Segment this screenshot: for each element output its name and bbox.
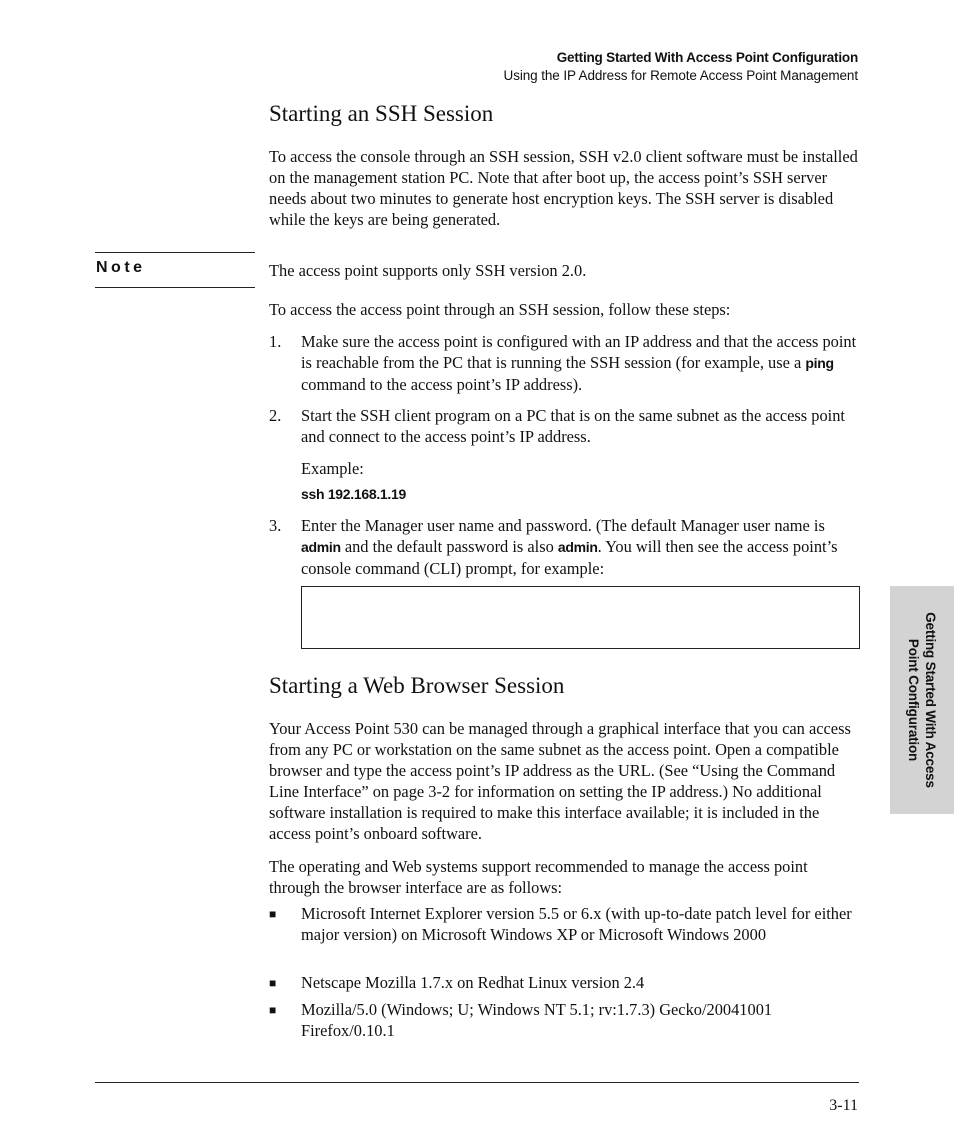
note-text: The access point supports only SSH version 2.0. [269,261,587,280]
step-3-number: 3. [269,516,282,535]
default-password: admin [557,539,598,555]
web-heading: Starting a Web Browser Session [269,673,565,698]
step-3-text: Enter the Manager user name and password. (The default Manager user name is admin and the default password is also admin. You will then see the access point’s console command (CLI) prompt, for example: [301,516,838,578]
ssh-example-command: ssh 192.168.1.19 [301,486,406,502]
ssh-intro-paragraph: To access the console through an SSH session, SSH v2.0 client software must be installed on the management station PC. Note that after boot up, the access point’s SSH server needs about two minutes to generate host encryption keys. The SSH server is disabled while the keys are being generated. [269,147,858,229]
note-bottom-rule [95,287,255,288]
step-2-example-command [269,484,861,505]
step-2-number: 2. [269,406,282,425]
page-number: 3-11 [829,1097,858,1114]
step-2-text: Start the SSH client program on a PC that is on the same subnet as the access point and connect to the access point’s IP address. [301,406,845,446]
list-item [269,999,861,1041]
step-2 [269,405,861,447]
list-item-text: Microsoft Internet Explorer version 5.5 or 6.x (with up-to-date patch level for either major version) on Microsoft Windows XP or Microsoft Windows 2000 [301,904,852,944]
steps-intro: To access the access point through an SSH session, follow these steps: [269,300,731,319]
side-tab-text: Getting Started With Access Point Configuration [906,612,938,788]
running-header-section: Using the IP Address for Remote Access Point Management [503,68,858,83]
web-intro-paragraph: Your Access Point 530 can be managed through a graphical interface that you can access from any PC or workstation on the same subnet as the access point. Open a compatible browser and type the access point’s IP address as the URL. (See “Using the Command Line Interface” on page 3-2 for information on setting the IP address.) No additional software installation is required to make this interface available; it is included in the access point’s onboard software. [269,719,851,843]
note-label: Note [96,259,146,276]
note-top-rule [95,252,255,253]
list-item [269,903,861,945]
list-item-text: Netscape Mozilla 1.7.x on Redhat Linux version 2.4 [301,973,645,992]
ping-command: ping [805,355,834,371]
step-1-number: 1. [269,332,282,351]
step-1 [269,331,861,395]
bullet-square-icon: ■ [269,907,277,921]
step-2-example [269,458,861,479]
default-user: admin [301,539,341,555]
chapter-side-tab [890,586,954,814]
example-label: Example: [301,459,364,478]
support-intro: The operating and Web systems support recommended to manage the access point through the browser interface are as follows: [269,857,808,897]
running-header-chapter: Getting Started With Access Point Configuration [556,50,858,65]
bullet-square-icon: ■ [269,976,277,990]
list-item [269,972,861,993]
ssh-heading: Starting an SSH Session [269,101,494,126]
list-item-text: Mozilla/5.0 (Windows; U; Windows NT 5.1; rv:1.7.3) Gecko/20041001 Firefox/0.10.1 [301,1000,773,1040]
bullet-square-icon: ■ [269,1003,277,1017]
step-1-text: Make sure the access point is configured with an IP address and that the access point is reachable from the PC that is running the SSH session (for example, use a ping command to the access point’s IP address). [301,332,857,394]
cli-prompt-box [301,586,860,649]
footer-rule [95,1082,859,1083]
step-3 [269,515,861,579]
